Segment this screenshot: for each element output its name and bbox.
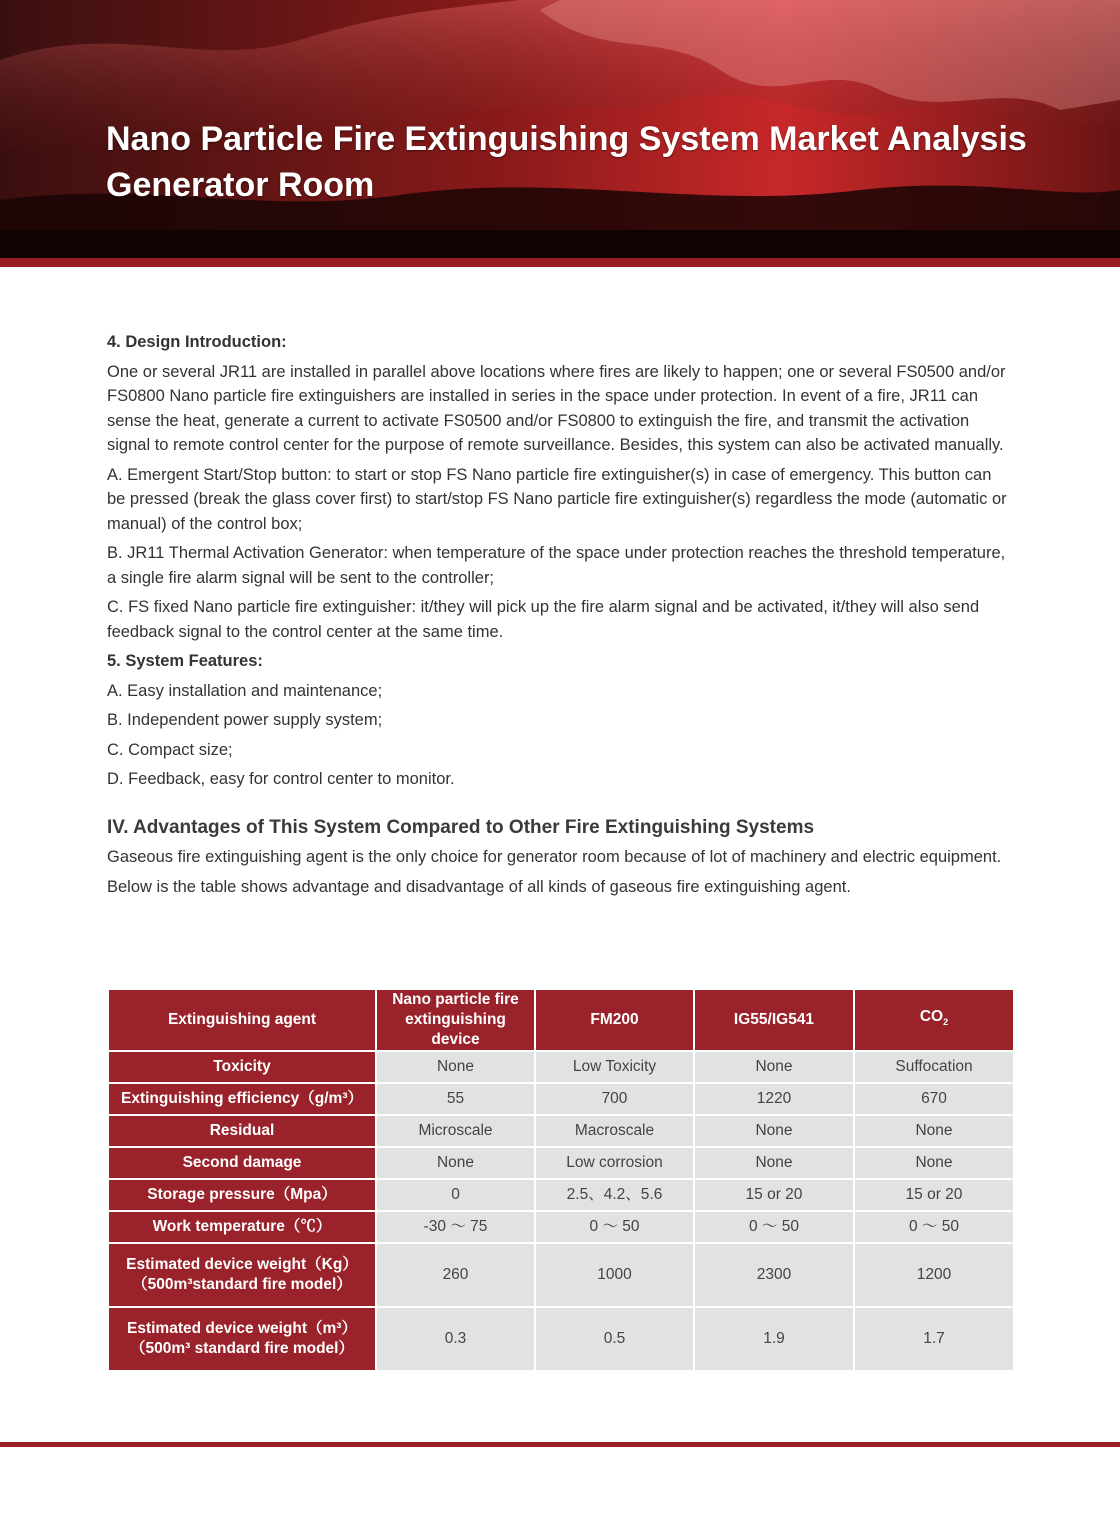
table-cell: None	[694, 1051, 854, 1083]
row-label-line: Estimated device weight（Kg）	[126, 1256, 358, 1273]
header-divider	[0, 258, 1120, 267]
row-label-line: Estimated device weight（m³）	[127, 1320, 357, 1337]
table-cell: 260	[376, 1243, 535, 1307]
table-cell: 0 ～ 50	[535, 1211, 694, 1243]
feature-item: C. Compact size;	[107, 740, 233, 759]
table-cell: Low Toxicity	[535, 1051, 694, 1083]
header-cell: Nano particle fire extinguishing device	[376, 989, 535, 1051]
title-line-1: Nano Particle Fire Extinguishing System Market Analysis	[106, 120, 1027, 158]
table-cell: -30 ～ 75	[376, 1211, 535, 1243]
table-row	[108, 1243, 1014, 1307]
row-label: Second damage	[108, 1147, 376, 1179]
table-cell: 0.5	[535, 1307, 694, 1371]
section-iv-heading: IV. Advantages of This System Compared to Other Fire Extinguishing Systems	[107, 816, 815, 838]
table-cell: None	[694, 1147, 854, 1179]
feature-item: D. Feedback, easy for control center to monitor.	[107, 770, 455, 788]
row-label	[108, 1243, 376, 1307]
page-title	[106, 116, 1027, 208]
header-cell	[854, 989, 1014, 1051]
table-cell: 15 or 20	[694, 1179, 854, 1211]
table-row	[108, 1115, 1014, 1147]
feature-item: B. Independent power supply system;	[107, 711, 383, 729]
row-label: Work temperature（℃）	[108, 1211, 376, 1243]
table-row	[108, 1179, 1014, 1211]
row-label: Extinguishing efficiency（g/m³）	[108, 1083, 376, 1115]
header-cell-subscript: 2	[943, 1017, 949, 1028]
row-label: Toxicity	[108, 1051, 376, 1083]
table-cell: 0 ～ 50	[694, 1211, 854, 1243]
section-iv-para1: Gaseous fire extinguishing agent is the only choice for generator room because of lot of machinery and electric equipment.	[107, 848, 1002, 866]
table-cell: 1000	[535, 1243, 694, 1307]
table-row	[108, 1051, 1014, 1083]
table-row	[108, 1083, 1014, 1115]
feature-item: A. Easy installation and maintenance;	[107, 681, 383, 700]
table-cell: Suffocation	[854, 1051, 1014, 1083]
row-label	[108, 1307, 376, 1371]
table-cell: Microscale	[376, 1115, 535, 1147]
table-cell: 0 ～ 50	[854, 1211, 1014, 1243]
table-cell: 1.7	[854, 1307, 1014, 1371]
table-cell: 0	[376, 1179, 535, 1211]
table-row	[108, 1147, 1014, 1179]
table-cell: None	[376, 1147, 535, 1179]
table-cell: 1220	[694, 1083, 854, 1115]
comparison-table	[107, 988, 1015, 1372]
section4-item-c: C. FS fixed Nano particle fire extinguisher: it/they will pick up the fire alarm signal and be activated, it/they will also send feedback signal to the control center at the same time.	[107, 598, 980, 641]
footer-divider	[0, 1442, 1120, 1447]
table-cell: 15 or 20	[854, 1179, 1014, 1211]
table-cell: Low corrosion	[535, 1147, 694, 1179]
row-label-line: （500m³ standard fire model）	[130, 1340, 354, 1357]
row-label: Storage pressure（Mpa）	[108, 1179, 376, 1211]
section4-item-b: B. JR11 Thermal Activation Generator: when temperature of the space under protection reaches the threshold temperature, a single fire alarm signal will be sent to the controller;	[107, 544, 1006, 587]
table-cell: 2300	[694, 1243, 854, 1307]
table-row	[108, 1211, 1014, 1243]
header-cell: FM200	[535, 989, 694, 1051]
table-cell: None	[694, 1115, 854, 1147]
title-line-2: Generator Room	[106, 166, 375, 204]
table-cell: 700	[535, 1083, 694, 1115]
header-banner	[0, 0, 1120, 258]
section5-heading: 5. System Features:	[107, 652, 263, 670]
main-content	[107, 330, 1007, 904]
header-cell: Extinguishing agent	[108, 989, 376, 1051]
table-cell: 1200	[854, 1243, 1014, 1307]
table-cell: None	[376, 1051, 535, 1083]
row-label: Residual	[108, 1115, 376, 1147]
table-cell: 2.5、4.2、5.6	[535, 1179, 694, 1211]
table-row	[108, 1307, 1014, 1371]
table-cell: None	[854, 1147, 1014, 1179]
header-cell-co2: CO	[919, 1008, 944, 1026]
section-iv-para2: Below is the table shows advantage and disadvantage of all kinds of gaseous fire extinguishing agent.	[107, 877, 851, 896]
header-cell: IG55/IG541	[694, 989, 854, 1051]
table-header-row	[108, 989, 1014, 1051]
table-cell: Macroscale	[535, 1115, 694, 1147]
table-cell: None	[854, 1115, 1014, 1147]
table-cell: 55	[376, 1083, 535, 1115]
table-cell: 0.3	[376, 1307, 535, 1371]
section4-intro: One or several JR11 are installed in parallel above locations where fires are likely to happen; one or several FS0500 and/or FS0800 Nano particle fire extinguishers are installed in series in the space under protection. In event of a fire, JR11 can sense the heat, generate a current to activate FS0500 and/or FS0800 to extinguish the fire, and transmit the activation signal to remote control center for the purpose of remote surveillance. Besides, this system can also be activated manually.	[107, 362, 1006, 454]
table-cell: 1.9	[694, 1307, 854, 1371]
section4-heading: 4. Design Introduction:	[107, 333, 287, 351]
row-label-line: （500m³standard fire model）	[132, 1276, 352, 1293]
table-cell: 670	[854, 1083, 1014, 1115]
section4-item-a: A. Emergent Start/Stop button: to start or stop FS Nano particle fire extinguisher(s) in case of emergency. This button can be pressed (break the glass cover first) to start/stop FS Nano particle fire extinguisher(s) regardless the mode (automatic or manual) of the control box;	[107, 465, 1007, 533]
